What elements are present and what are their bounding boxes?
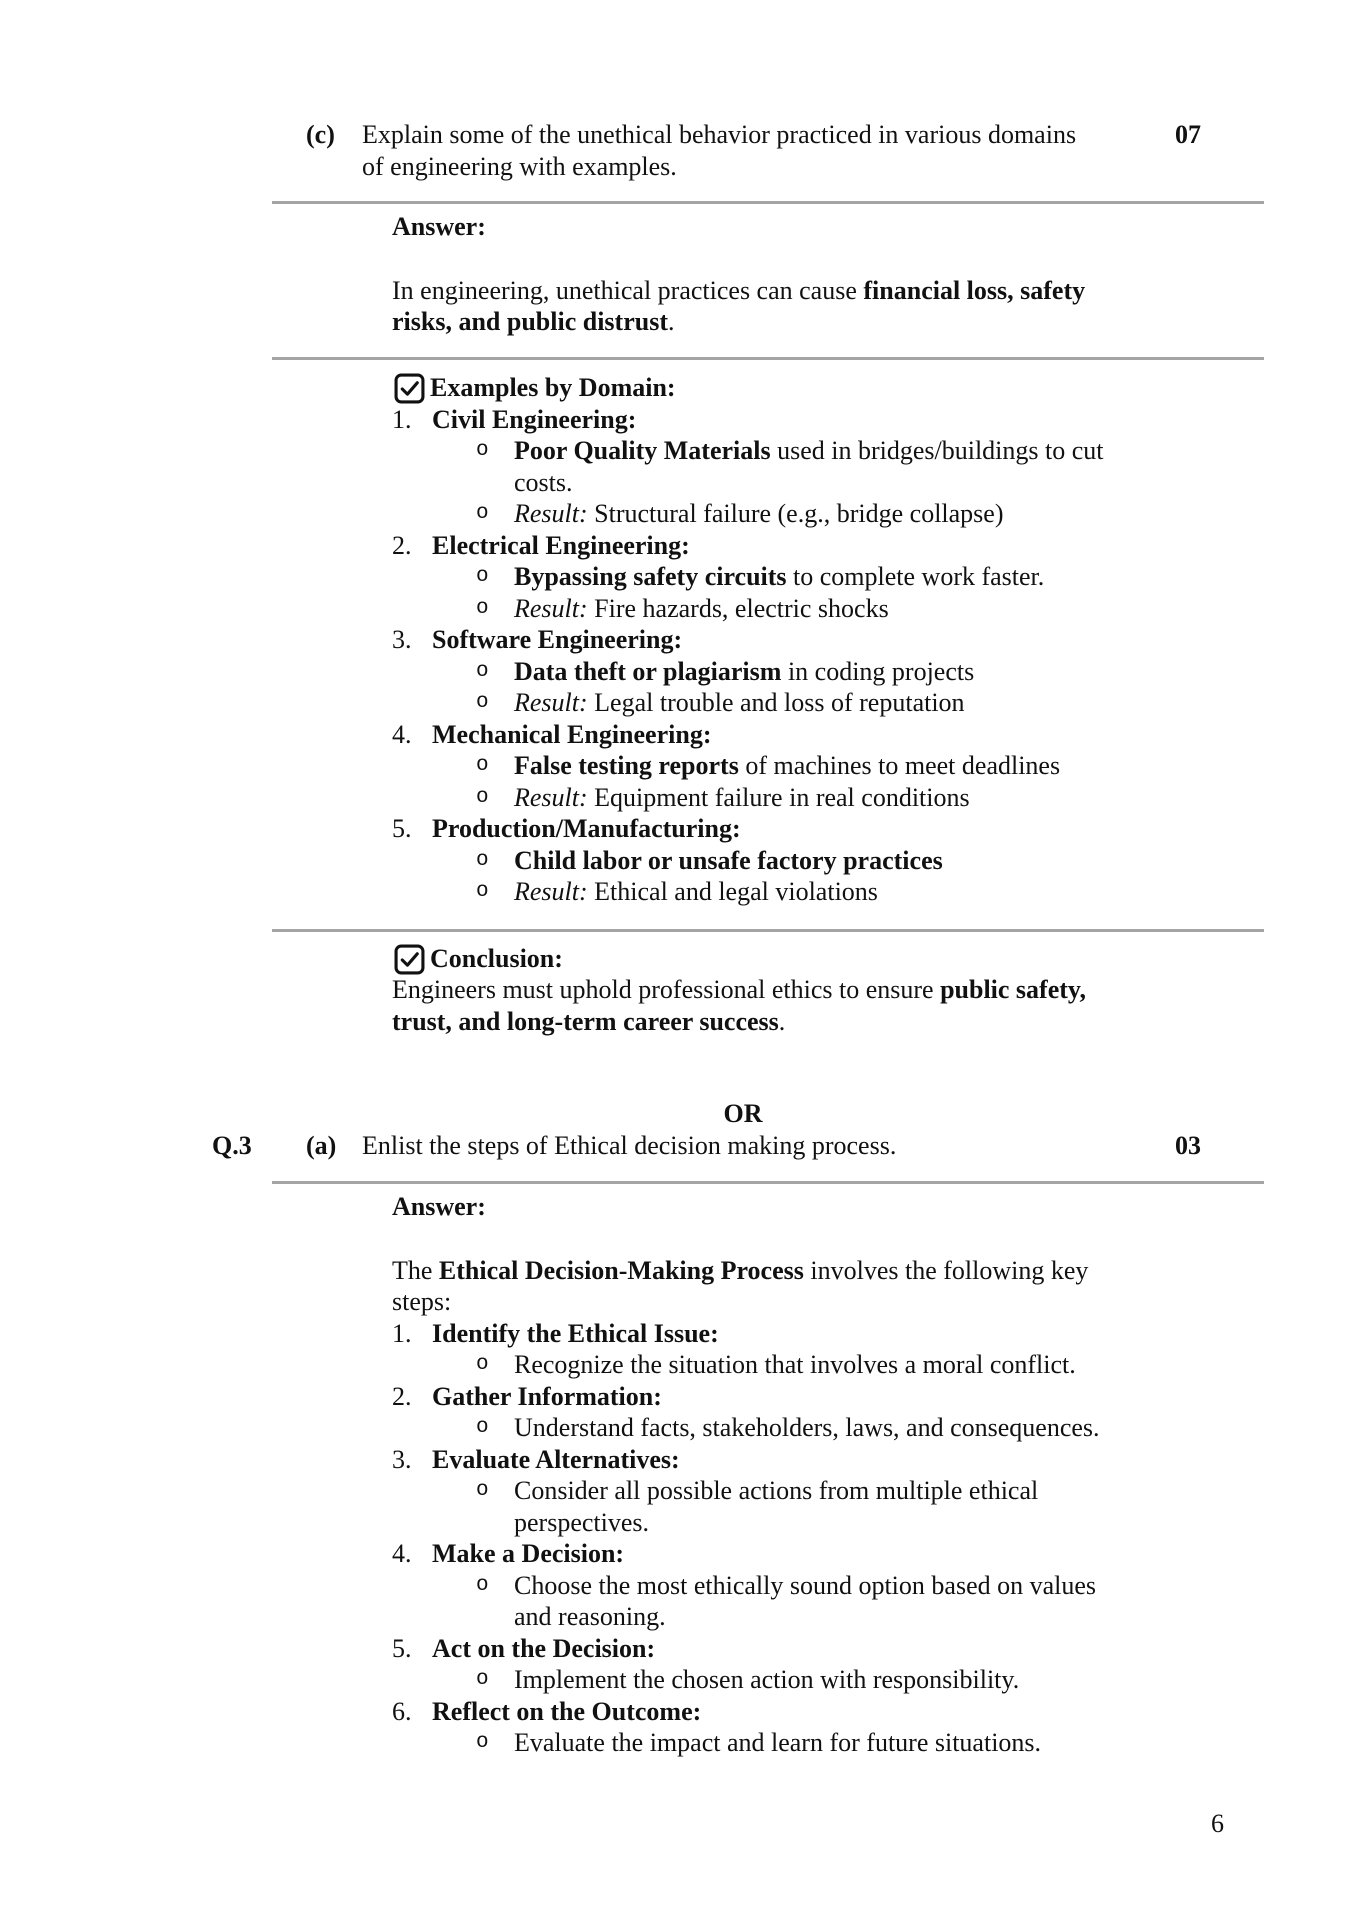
bullet-marker: o [476, 596, 489, 620]
answer-c-intro-line-1 [392, 275, 1252, 307]
bullet-marker: o [476, 1416, 489, 1440]
step-number: 4. [392, 1539, 412, 1569]
question-c-marks: 07 [1175, 120, 1201, 149]
bullet-marker: o [476, 502, 489, 526]
intro-text: . [667, 307, 675, 336]
result-text: Fire hazards, electric shocks [587, 593, 889, 623]
domain-number: 1. [392, 404, 412, 434]
domain-item [392, 624, 1252, 656]
step-item [392, 1381, 1252, 1413]
question-c-text [362, 119, 1076, 182]
conclusion-text: Engineers must uphold professional ethics to ensure [392, 975, 941, 1005]
domain-number: 2. [392, 530, 412, 560]
domain-result [392, 782, 1252, 814]
bullet-marker: o [476, 1731, 489, 1755]
step-detail [392, 1570, 1252, 1602]
step-number: 2. [392, 1381, 412, 1411]
divider-line [272, 357, 1264, 360]
conclusion-line-2 [392, 1006, 1252, 1038]
bullet-marker: o [476, 1353, 489, 1377]
intro-emphasis: risks, and public distrust [392, 307, 668, 336]
answer-c-heading: Answer: [392, 212, 486, 241]
domain-point [392, 656, 1252, 688]
page-number: 6 [1211, 1809, 1224, 1838]
bullet-marker: o [476, 1573, 489, 1597]
check-square-icon [394, 373, 425, 404]
step-detail-text: Recognize the situation that involves a moral conflict. [514, 1350, 1076, 1380]
domain-point-text: costs. [514, 467, 573, 497]
bullet-marker: o [476, 565, 489, 589]
domain-point-text: to complete work faster. [786, 562, 1045, 592]
question-a-text: Enlist the steps of Ethical decision making process. [362, 1131, 897, 1160]
step-title: Reflect on the Outcome: [432, 1696, 702, 1726]
domain-point-key: Poor Quality Materials [514, 436, 771, 466]
conclusion-line-1 [392, 974, 1252, 1006]
domain-item [392, 530, 1252, 562]
step-detail [392, 1664, 1252, 1696]
domain-point [392, 435, 1252, 467]
domain-result [392, 687, 1252, 719]
domain-result [392, 876, 1252, 908]
domain-point-continuation [392, 467, 1252, 499]
intro-text: steps: [392, 1287, 452, 1317]
result-label: Result: [514, 593, 588, 623]
bullet-marker: o [476, 1668, 489, 1692]
domain-point-key: Child labor or unsafe factory practices [514, 845, 943, 875]
question-c-text-line-2: of engineering with examples. [362, 151, 677, 181]
step-detail [392, 1349, 1252, 1381]
step-number: 1. [392, 1318, 412, 1348]
ethical-steps-section [392, 1255, 1252, 1759]
conclusion-emphasis: trust, and long-term career success [392, 1006, 779, 1036]
step-number: 3. [392, 1444, 412, 1474]
result-label: Result: [514, 782, 588, 812]
result-label: Result: [514, 877, 588, 907]
divider-line [272, 201, 1264, 204]
step-detail-text: Evaluate the impact and learn for future situations. [514, 1728, 1042, 1758]
domain-title: Production/Manufacturing: [432, 814, 741, 844]
intro-text: In engineering, unethical practices can cause [392, 275, 864, 305]
conclusion-section [392, 943, 1252, 1038]
conclusion-emphasis: public safety, [940, 975, 1086, 1005]
domain-point-key: False testing reports [514, 751, 739, 781]
domain-item [392, 404, 1252, 436]
conclusion-heading [392, 943, 1252, 975]
result-label: Result: [514, 499, 588, 529]
domain-point-text: in coding projects [781, 656, 975, 686]
check-square-icon [394, 944, 425, 975]
result-text: Legal trouble and loss of reputation [587, 688, 965, 718]
bullet-marker: o [476, 754, 489, 778]
domain-title: Civil Engineering: [432, 404, 637, 434]
domain-result [392, 498, 1252, 530]
domain-point [392, 845, 1252, 877]
step-number: 6. [392, 1696, 412, 1726]
divider-line [272, 929, 1264, 932]
step-number: 5. [392, 1633, 412, 1663]
step-title: Act on the Decision: [432, 1633, 656, 1663]
examples-heading-text: Examples by Domain: [430, 373, 676, 403]
bullet-marker: o [476, 848, 489, 872]
step-detail-text: and reasoning. [514, 1602, 666, 1632]
domain-point [392, 561, 1252, 593]
step-item [392, 1444, 1252, 1476]
answer-c-intro [392, 275, 1252, 338]
step-detail-text: Choose the most ethically sound option based on values [514, 1570, 1097, 1600]
domain-result [392, 593, 1252, 625]
step-detail-continuation [392, 1601, 1252, 1633]
intro-emphasis: Ethical Decision-Making Process [438, 1255, 804, 1285]
domain-point-text: of machines to meet deadlines [738, 751, 1061, 781]
step-detail-text: perspectives. [514, 1507, 650, 1537]
step-item [392, 1633, 1252, 1665]
divider-line [272, 1181, 1264, 1184]
or-separator: OR [723, 1099, 763, 1128]
domain-title: Software Engineering: [432, 625, 683, 655]
domain-number: 3. [392, 625, 412, 655]
conclusion-text: . [778, 1006, 786, 1036]
answer-c-intro-line-2 [392, 306, 1252, 338]
question-number: Q.3 [212, 1131, 252, 1160]
step-title: Gather Information: [432, 1381, 662, 1411]
step-detail-text: Understand facts, stakeholders, laws, and consequences. [514, 1413, 1100, 1443]
bullet-marker: o [476, 691, 489, 715]
domain-item [392, 813, 1252, 845]
step-detail-continuation [392, 1507, 1252, 1539]
examples-section [392, 372, 1252, 908]
answer-a-heading: Answer: [392, 1192, 486, 1221]
step-detail-text: Consider all possible actions from multiple ethical [514, 1476, 1039, 1506]
step-title: Identify the Ethical Issue: [432, 1318, 719, 1348]
question-c-label: (c) [306, 120, 335, 149]
domain-number: 5. [392, 814, 412, 844]
question-c-text-line-1: Explain some of the unethical behavior practiced in various domains [362, 120, 1077, 149]
intro-text: The [392, 1255, 439, 1285]
result-label: Result: [514, 688, 588, 718]
intro-text: involves the following key [803, 1255, 1089, 1285]
domain-point-key: Data theft or plagiarism [514, 656, 782, 686]
domain-item [392, 719, 1252, 751]
step-title: Evaluate Alternatives: [432, 1444, 680, 1474]
examples-heading [392, 372, 1252, 404]
domain-number: 4. [392, 719, 412, 749]
result-text: Equipment failure in real conditions [587, 782, 970, 812]
answer-a-intro-line-2 [392, 1286, 1252, 1318]
step-item [392, 1318, 1252, 1350]
bullet-marker: o [476, 785, 489, 809]
step-item [392, 1538, 1252, 1570]
step-title: Make a Decision: [432, 1539, 625, 1569]
answer-a-intro-line-1 [392, 1255, 1252, 1287]
domain-point-key: Bypassing safety circuits [514, 562, 787, 592]
bullet-marker: o [476, 439, 489, 463]
domain-point-text: used in bridges/buildings to cut [770, 436, 1104, 466]
result-text: Structural failure (e.g., bridge collapse) [587, 499, 1004, 529]
step-item [392, 1696, 1252, 1728]
domain-title: Mechanical Engineering: [432, 719, 712, 749]
question-a-marks: 03 [1175, 1131, 1201, 1160]
domain-point [392, 750, 1252, 782]
bullet-marker: o [476, 880, 489, 904]
intro-emphasis: financial loss, safety [863, 275, 1086, 305]
step-detail [392, 1727, 1252, 1759]
step-detail [392, 1475, 1252, 1507]
question-a-label: (a) [306, 1131, 337, 1160]
bullet-marker: o [476, 659, 489, 683]
result-text: Ethical and legal violations [587, 877, 878, 907]
conclusion-heading-text: Conclusion: [430, 943, 563, 973]
bullet-marker: o [476, 1479, 489, 1503]
step-detail [392, 1412, 1252, 1444]
domain-title: Electrical Engineering: [432, 530, 690, 560]
step-detail-text: Implement the chosen action with responsibility. [514, 1665, 1020, 1695]
